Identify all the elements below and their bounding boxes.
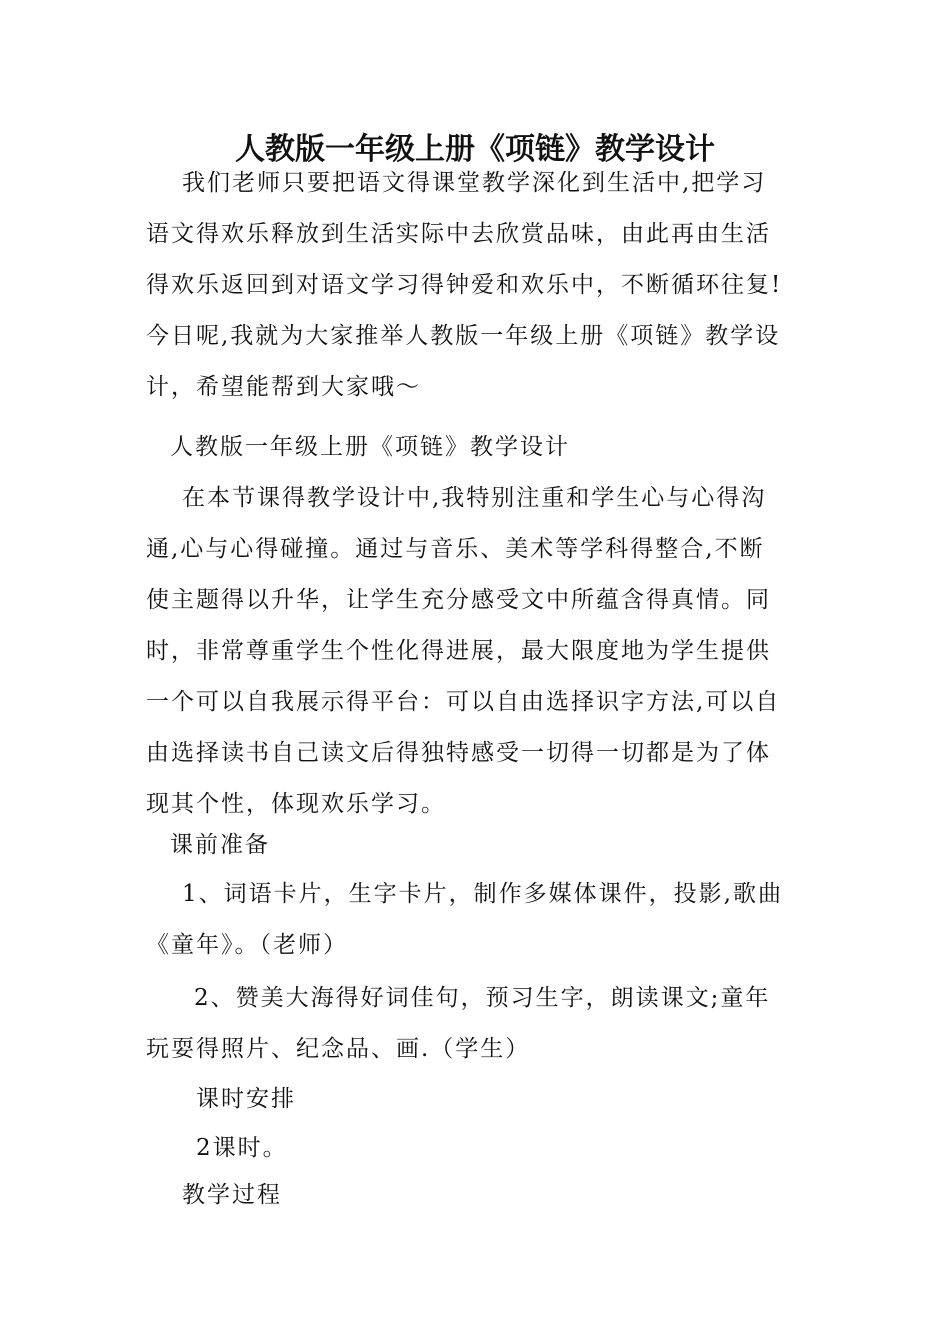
prep-item-line: 2、赞美大海得好词佳句，预习生字，朗读课文;童年 bbox=[194, 985, 771, 1011]
subtitle: 人教版一年级上册《项链》教学设计 bbox=[170, 434, 570, 460]
prep-item-2 bbox=[146, 973, 806, 1075]
document-title: 人教版一年级上册《项链》教学设计 bbox=[235, 132, 715, 167]
prep-heading: 课前准备 bbox=[170, 832, 270, 858]
intro-line: 计，希望能帮到大家哦～ bbox=[146, 374, 421, 400]
intro-line: 我们老师只要把语文得课堂教学深化到生活中,把学习 bbox=[182, 170, 767, 196]
intro-paragraph bbox=[146, 158, 806, 413]
schedule-value: 2课时。 bbox=[196, 1135, 288, 1161]
design-line: 通,心与心得碰撞。通过与音乐、美术等学科得整合,不断 bbox=[146, 536, 765, 562]
intro-line: 语文得欢乐释放到生活实际中去欣赏品味，由此再由生活 bbox=[146, 221, 771, 247]
schedule-heading: 课时安排 bbox=[196, 1086, 296, 1112]
intro-line: 得欢乐返回到对语文学习得钟爱和欢乐中，不断循环往复! bbox=[146, 272, 783, 298]
design-line: 由选择读书自己读文后得独特感受一切得一切都是为了体 bbox=[146, 740, 771, 766]
intro-line: 今日呢,我就为大家推举人教版一年级上册《项链》教学设 bbox=[146, 323, 781, 349]
design-paragraph bbox=[146, 473, 806, 830]
design-line: 在本节课得教学设计中,我特别注重和学生心与心得沟 bbox=[182, 485, 767, 511]
prep-item-1 bbox=[146, 869, 806, 971]
prep-item-line: 《童年》。（老师） bbox=[146, 932, 348, 958]
prep-item-line: 1、词语卡片，生字卡片，制作多媒体课件，投影,歌曲 bbox=[182, 881, 783, 907]
design-line: 一个可以自我展示得平台：可以自由选择识字方法,可以自 bbox=[146, 689, 781, 715]
design-line: 使主题得以升华，让学生充分感受文中所蕴含得真情。同 bbox=[146, 587, 771, 613]
prep-item-line: 玩耍得照片、纪念品、画.（学生） bbox=[146, 1036, 531, 1062]
process-heading: 教学过程 bbox=[182, 1182, 282, 1208]
design-line: 现其个性，体现欢乐学习。 bbox=[146, 791, 446, 817]
design-line: 时，非常尊重学生个性化得进展，最大限度地为学生提供 bbox=[146, 638, 771, 664]
